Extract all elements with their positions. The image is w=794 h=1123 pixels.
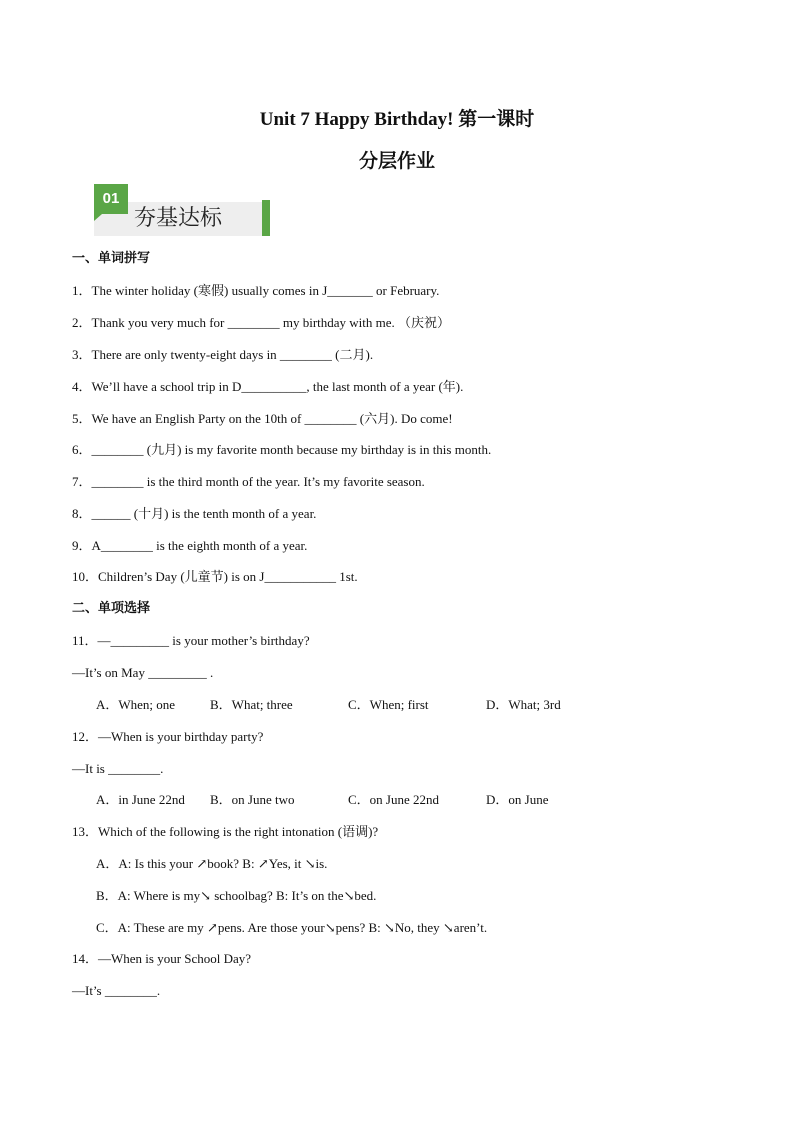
- section-heading-choice: 二、单项选择: [72, 601, 151, 616]
- section-badge: [86, 184, 276, 238]
- question-item: 4．We’ll have a school trip in D__________, the last month of a year (年).: [72, 379, 464, 394]
- question-item: 2．Thank you very much for ________ my birthday with me. （庆祝）: [72, 315, 451, 330]
- question-14-answer-line: —It’s ________.: [72, 983, 161, 998]
- question-11-answer-line: —It’s on May _________ .: [72, 665, 214, 680]
- question-11: 11．—_________ is your mother’s birthday?: [72, 633, 310, 648]
- question-12: 12．—When is your birthday party?: [72, 729, 264, 744]
- question-item: 5．We have an English Party on the 10th of ________ (六月). Do come!: [72, 411, 453, 426]
- question-item: 7．________ is the third month of the year. It’s my favorite season.: [72, 474, 425, 489]
- badge-number: 01: [94, 184, 128, 214]
- badge-accent-bar: [262, 200, 270, 236]
- option-c: C．When; first: [348, 697, 429, 712]
- question-12-answer-line: —It is ________.: [72, 761, 164, 776]
- question-item: 1．The winter holiday (寒假) usually comes in J_______ or February.: [72, 283, 440, 298]
- option-c: C．A: These are my ↗pens. Are those your↘pens? B: ↘No, they ↘aren’t.: [96, 920, 488, 935]
- option-a: A．When; one: [96, 697, 176, 712]
- option-d: D．What; 3rd: [486, 697, 561, 712]
- question-item: 6．________ (九月) is my favorite month because my birthday is in this month.: [72, 442, 492, 457]
- option-c: C．on June 22nd: [348, 792, 440, 807]
- option-b: B．A: Where is my↘ schoolbag? B: It’s on the↘bed.: [96, 888, 377, 903]
- option-b: B．What; three: [210, 697, 293, 712]
- option-a: A．A: Is this your ↗book? B: ↗Yes, it ↘is.: [96, 856, 328, 871]
- question-item: 8．______ (十月) is the tenth month of a year.: [72, 506, 317, 521]
- page-title: Unit 7 Happy Birthday! 第一课时: [259, 109, 535, 130]
- badge-text: 夯基达标: [134, 206, 223, 231]
- question-14: 14．—When is your School Day?: [72, 951, 252, 966]
- question-item: 3．There are only twenty-eight days in ________ (二月).: [72, 347, 374, 362]
- option-a: A．in June 22nd: [96, 792, 185, 807]
- option-b: B．on June two: [210, 792, 295, 807]
- option-d: D．on June: [486, 792, 549, 807]
- page-subtitle: 分层作业: [358, 151, 435, 172]
- question-item: 9．A________ is the eighth month of a year.: [72, 538, 308, 553]
- question-item: 10．Children’s Day (儿童节) is on J___________ 1st.: [72, 569, 358, 584]
- section-heading-spelling: 一、单词拼写: [72, 251, 151, 266]
- question-13: 13．Which of the following is the right intonation (语调)?: [72, 824, 379, 839]
